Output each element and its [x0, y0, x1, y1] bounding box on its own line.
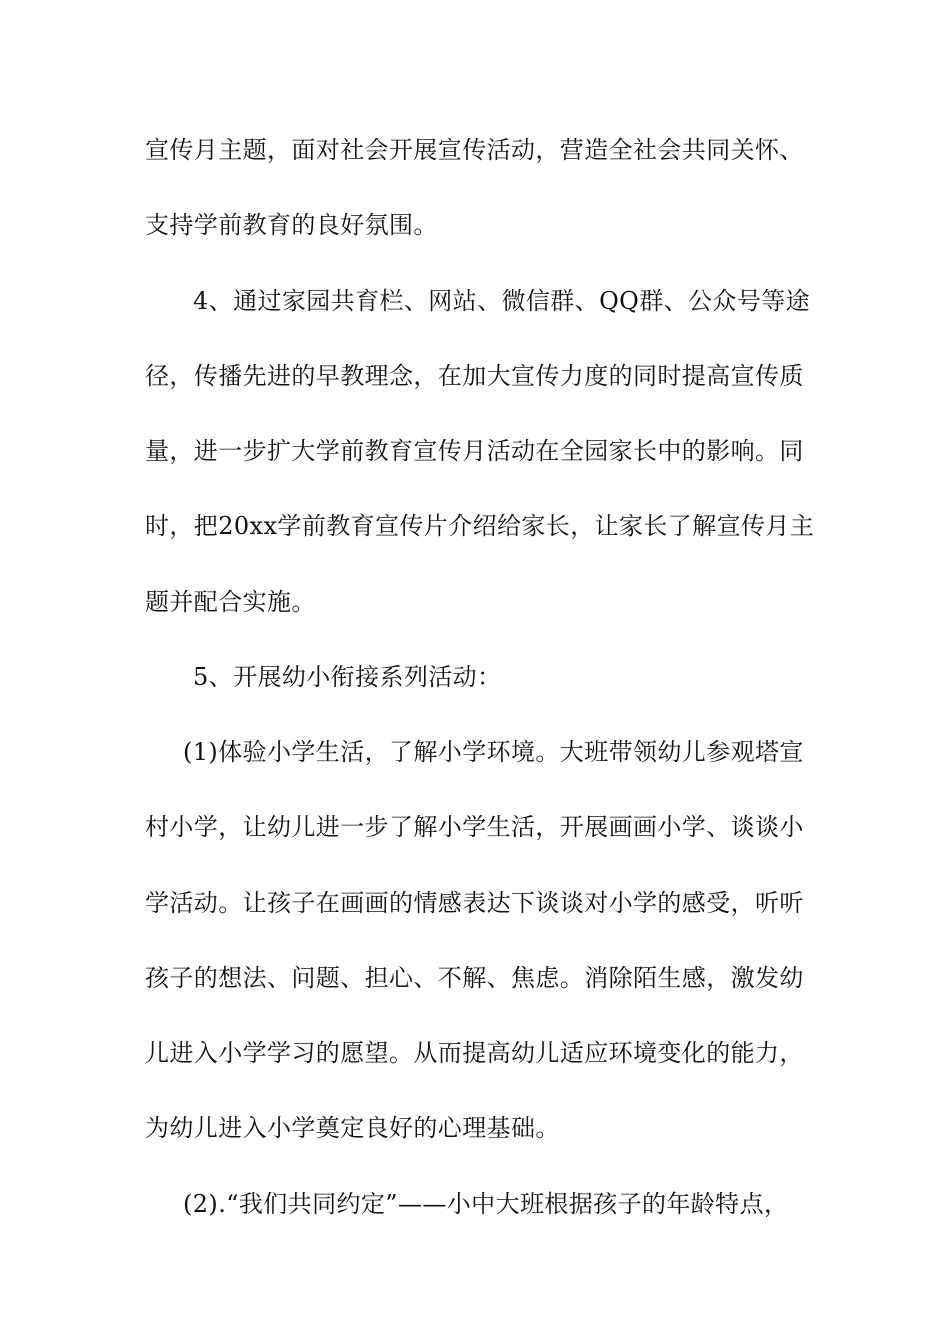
text-line: 径，传播先进的早教理念，在加大宣传力度的同时提高宣传质 — [145, 362, 804, 390]
text-line: 孩子的想法、问题、担心、不解、焦虑。消除陌生感，激发幼 — [145, 964, 804, 992]
paragraph-4-start: 4、通过家园共育栏、网站、微信群、QQ群、公众号等途 — [193, 287, 811, 315]
text-line: 学活动。让孩子在画画的情感表达下谈谈对小学的感受，听听 — [145, 889, 804, 917]
paragraph-5-heading: 5、开展幼小衔接系列活动： — [193, 663, 502, 691]
text-line: 题并配合实施。 — [145, 588, 316, 616]
text-line: 为幼儿进入小学奠定良好的心理基础。 — [145, 1114, 560, 1142]
text-line: 时，把20xx学前教育宣传片介绍给家长，让家长了解宣传月主 — [145, 512, 815, 540]
text-line: 儿进入小学学习的愿望。从而提高幼儿适应环境变化的能力， — [145, 1039, 804, 1067]
text-line: 宣传月主题，面对社会开展宣传活动，营造全社会共同关怀、 — [145, 136, 804, 164]
text-line: 村小学，让幼儿进一步了解小学生活，开展画画小学、谈谈小 — [145, 813, 804, 841]
text-line: 支持学前教育的良好氛围。 — [145, 211, 438, 239]
item-1-start: (1)体验小学生活，了解小学环境。大班带领幼儿参观塔宣 — [183, 738, 804, 766]
item-2-start: (2).“我们共同约定”——小中大班根据孩子的年龄特点， — [183, 1190, 789, 1218]
text-line: 量，进一步扩大学前教育宣传月活动在全园家长中的影响。同 — [145, 437, 804, 465]
